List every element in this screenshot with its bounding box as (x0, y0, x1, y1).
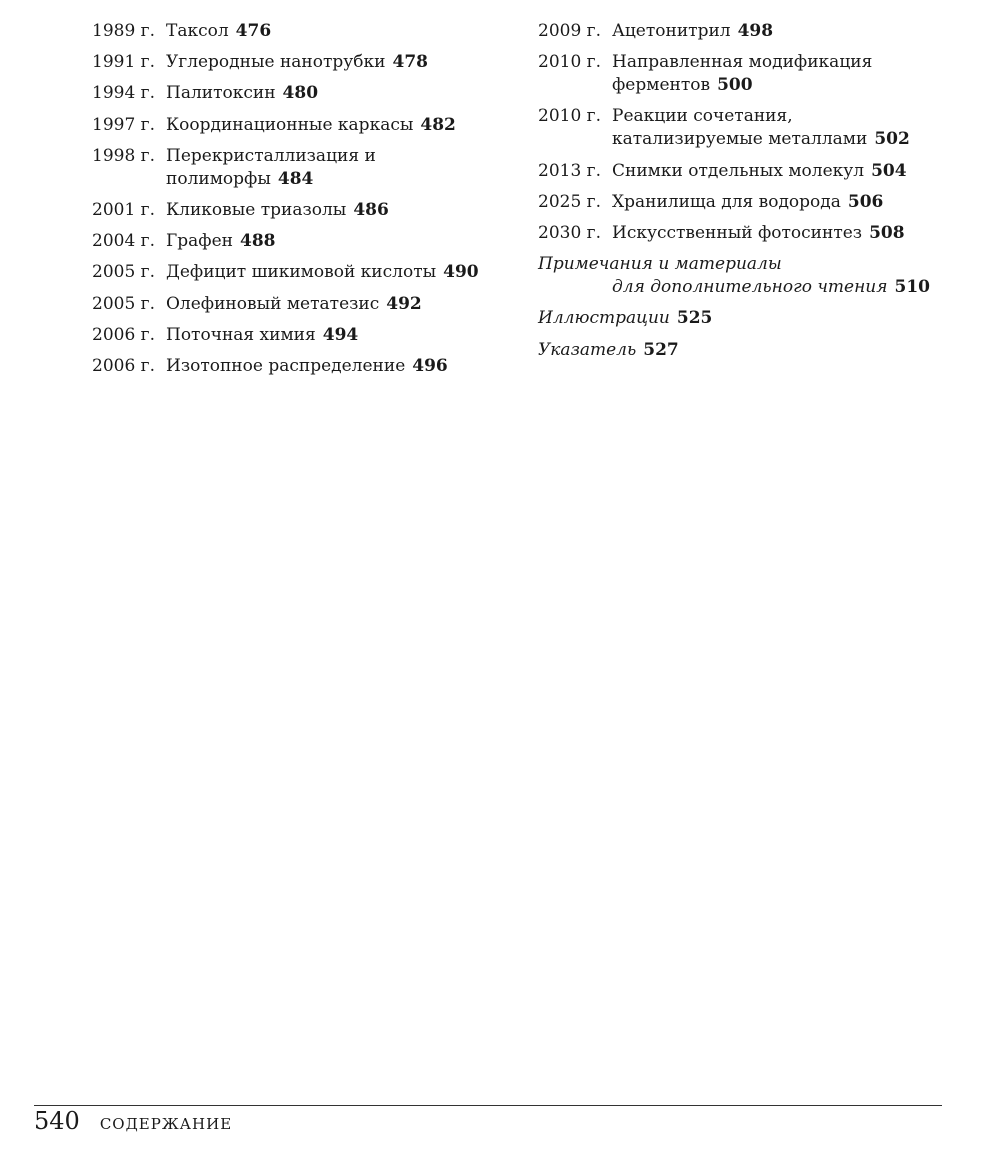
toc-title-wrap (612, 160, 968, 183)
toc-title: Кликовые триазолы (166, 199, 347, 220)
toc-title: Графен (166, 231, 233, 252)
toc-entry (92, 20, 522, 43)
toc-right-column (538, 20, 968, 370)
toc-year: 2005 г. (92, 262, 155, 283)
toc-page-number: 482 (420, 114, 456, 135)
toc-entry (92, 199, 522, 222)
toc-title-wrap (612, 51, 902, 97)
toc-year: 1994 г. (92, 83, 155, 104)
toc-entry (92, 145, 522, 191)
toc-title-wrap (612, 20, 968, 43)
toc-title: Изотопное распределение (166, 355, 406, 376)
toc-year: 2006 г. (92, 324, 155, 345)
toc-page-number: 498 (737, 21, 774, 41)
toc-entry (538, 160, 968, 183)
toc-entry (92, 114, 522, 137)
toc-page-number: 527 (643, 339, 679, 360)
toc-title: Направленная модификация ферментов (612, 52, 873, 96)
toc-page-number: 492 (386, 293, 422, 314)
toc-entry (538, 51, 968, 97)
toc-entry (92, 324, 522, 347)
toc-notes-title-line1: Примечания и материалы (538, 254, 782, 275)
toc-index-entry (538, 339, 968, 362)
toc-title: Олефиновый метатезис (166, 293, 380, 314)
toc-title: Дефицит шикимовой кислоты (166, 262, 437, 283)
toc-title-wrap (166, 199, 522, 222)
toc-entry (92, 230, 522, 253)
toc-illustrations-entry (538, 307, 968, 330)
toc-title-wrap (612, 222, 968, 245)
toc-title-wrap (166, 114, 522, 137)
toc-page-number: 494 (322, 324, 359, 345)
toc-page-number: 510 (894, 277, 931, 298)
toc-title-wrap (166, 20, 522, 43)
toc-title-wrap (166, 145, 396, 191)
toc-page-number: 504 (871, 160, 907, 181)
running-head: СОДЕРЖАНИЕ (99, 1115, 233, 1133)
toc-year: 1991 г. (92, 52, 155, 73)
toc-year: 1997 г. (92, 114, 155, 135)
toc-title-wrap (166, 51, 522, 74)
toc-title: Реакции сочетания, катализируемые металлами (612, 106, 868, 150)
toc-page-number: 490 (443, 262, 479, 283)
toc-title-wrap (166, 82, 522, 105)
toc-page-number: 502 (874, 129, 910, 150)
toc-entry (538, 222, 968, 245)
toc-year: 1989 г. (92, 21, 155, 41)
toc-entry (538, 191, 968, 214)
toc-index-title: Указатель (538, 339, 637, 360)
toc-title: Ацетонитрил (612, 21, 731, 41)
toc-title: Хранилища для водорода (612, 191, 841, 212)
toc-title-wrap (166, 355, 522, 378)
toc-illustrations-title: Иллюстрации (538, 308, 670, 329)
toc-year: 2006 г. (92, 355, 155, 376)
toc-title: Углеродные нанотрубки (166, 52, 386, 73)
toc-entry (538, 20, 968, 43)
toc-title-wrap (612, 191, 968, 214)
toc-year: 1998 г. (92, 145, 155, 166)
toc-page-number: 506 (847, 191, 884, 212)
toc-year: 2010 г. (538, 106, 601, 127)
toc-page-number: 488 (239, 231, 276, 252)
toc-title: Координационные каркасы (166, 114, 414, 135)
toc-year: 2010 г. (538, 52, 601, 73)
toc-title: Поточная химия (166, 324, 316, 345)
toc-year: 2030 г. (538, 222, 601, 243)
toc-notes-entry (538, 253, 968, 299)
toc-page-number: 486 (353, 199, 389, 220)
toc-title-wrap (166, 324, 522, 347)
toc-entry (92, 355, 522, 378)
toc-page-number: 496 (412, 355, 448, 376)
toc-year: 2013 г. (538, 160, 601, 181)
toc-entry (92, 293, 522, 316)
toc-year: 2025 г. (538, 191, 601, 212)
toc-year: 2004 г. (92, 231, 155, 252)
toc-left-column (92, 20, 522, 386)
toc-title: Перекристаллизация и полиморфы (166, 145, 376, 189)
toc-year: 2005 г. (92, 293, 155, 314)
toc-page-number: 476 (235, 21, 272, 41)
toc-title-wrap (612, 105, 932, 151)
toc-page-number: 484 (277, 168, 314, 189)
toc-page-number: 500 (717, 75, 753, 96)
toc-title-wrap (166, 230, 522, 253)
toc-title: Снимки отдельных молекул (612, 160, 865, 181)
toc-title-wrap (166, 261, 522, 284)
toc-entry (538, 105, 968, 151)
page-number: 540 (34, 1107, 80, 1135)
toc-title: Таксол (166, 21, 229, 41)
toc-entry (92, 82, 522, 105)
toc-year: 2001 г. (92, 199, 155, 220)
toc-entry (92, 261, 522, 284)
toc-page-number: 525 (676, 308, 713, 329)
toc-page-number: 508 (869, 222, 905, 243)
toc-page-number: 478 (392, 52, 428, 73)
toc-year: 2009 г. (538, 21, 601, 41)
toc-notes-line2-wrap (538, 276, 968, 299)
toc-title-wrap (166, 293, 522, 316)
toc-title: Палитоксин (166, 83, 276, 104)
toc-notes-title-line2: для дополнительного чтения (612, 277, 888, 298)
toc-entry (92, 51, 522, 74)
toc-title: Искусственный фотосинтез (612, 222, 863, 243)
toc-page-number: 480 (282, 83, 319, 104)
page-footer (34, 1106, 232, 1136)
